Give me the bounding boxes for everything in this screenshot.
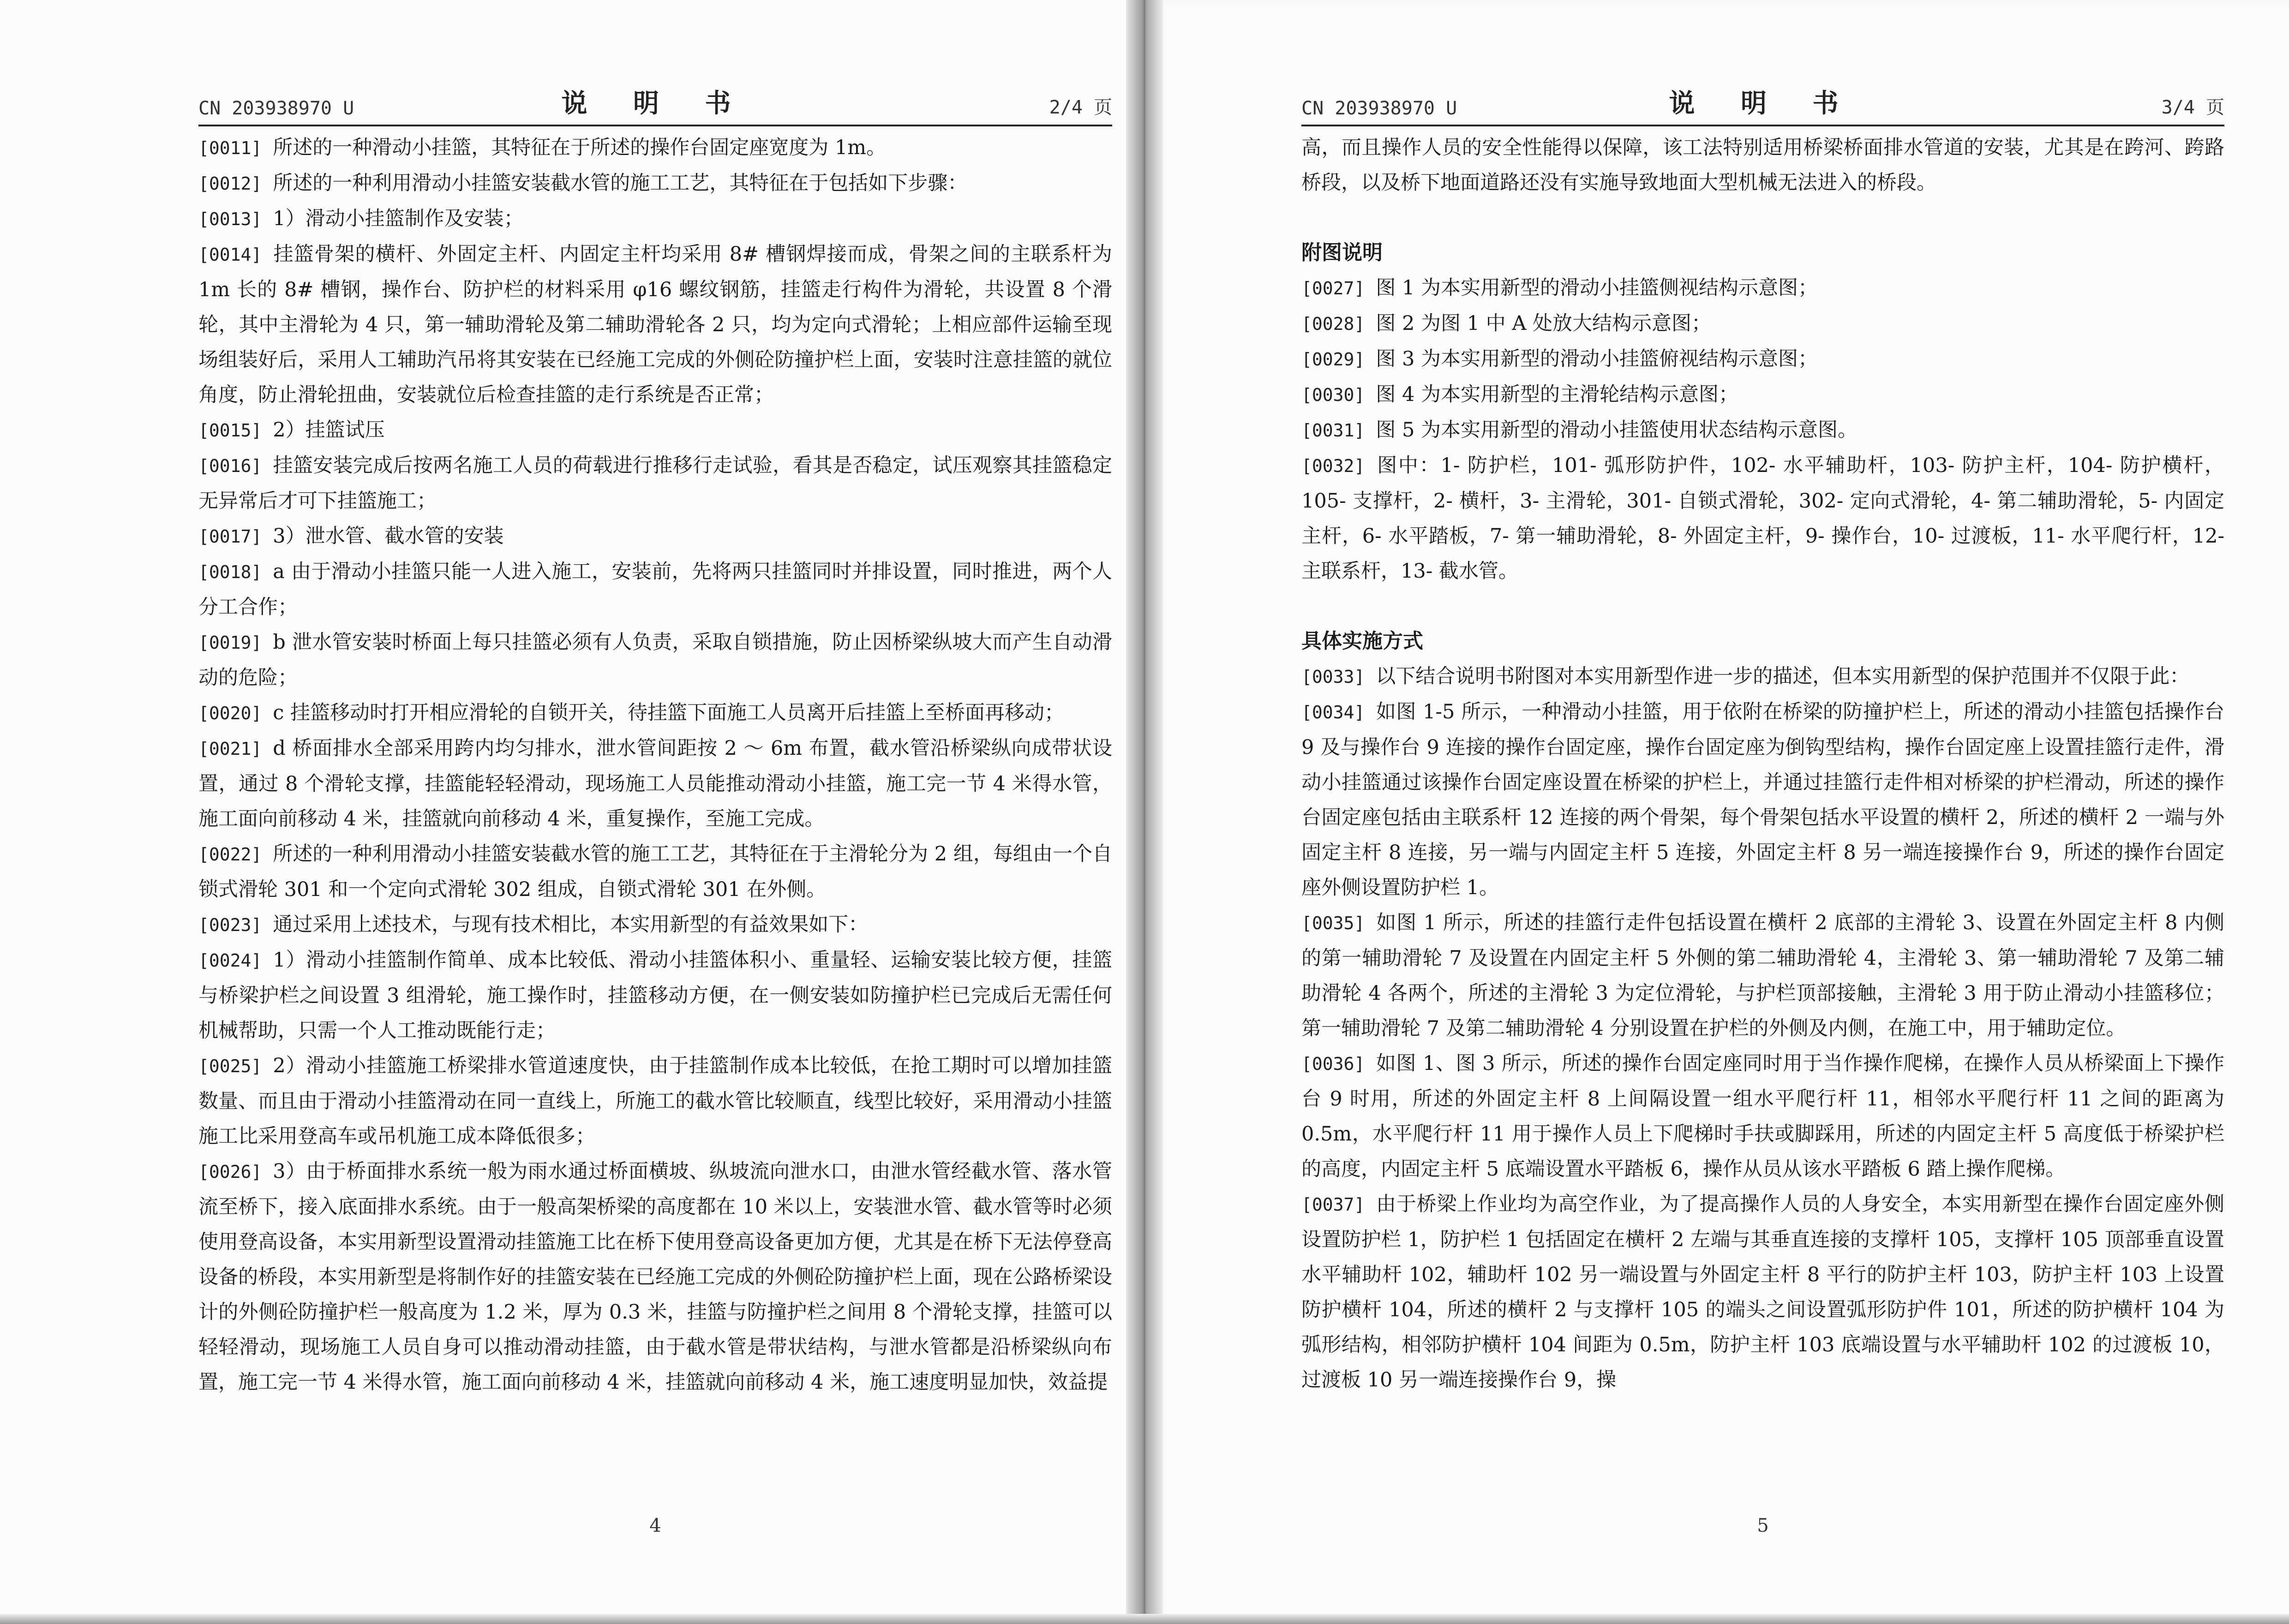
paragraph-number: [0015] <box>198 420 262 441</box>
paragraph-number: [0030] <box>1301 385 1365 405</box>
paragraph-text: b 泄水管安装时桥面上每只挂篮必须有人负责，采取自锁措施，防止因桥梁纵坡大而产生自动滑动的危险； <box>198 631 1112 689</box>
patent-number: CN 203938970 U <box>198 98 354 119</box>
document-title: 说 明 书 <box>561 89 749 119</box>
paragraph-text: d 桥面排水全部采用跨内均匀排水，泄水管间距按 2 ～ 6m 布置，截水管沿桥梁纵向成带状设置，通过 8 个滑轮支撑，挂篮能轻轻滑动，现场施工人员能推动滑动小挂篮，施工完一节 4 米得水管，施工面向前移动 4 米，挂篮就向前移动 4 米，重复操作，至施工完成。 <box>198 737 1112 830</box>
paragraph-text: 图 1 为本实用新型的滑动小挂篮侧视结构示意图； <box>1376 276 1818 299</box>
paragraph-text: 以下结合说明书附图对本实用新型作进一步的描述，但本实用新型的保护范围并不仅限于此： <box>1376 665 2190 688</box>
left-page-header <box>198 69 1112 126</box>
page-fraction: 2/4 页 <box>1049 97 1112 118</box>
paragraph-number: [0017] <box>198 526 262 547</box>
paragraph <box>198 943 1112 1048</box>
section-gap <box>1301 589 2224 624</box>
paragraph <box>1301 306 2224 341</box>
paragraph <box>198 448 1112 519</box>
paragraph-text: 1）滑动小挂篮制作简单、成本比较低、滑动小挂篮体积小、重量轻、运输安装比较方便，挂篮与桥梁护栏之间设置 3 组滑轮，施工操作时，挂篮移动方便，在一侧安装如防撞护栏已完成后无需任何机械帮助，只需一个人工推动既能行走； <box>198 949 1112 1042</box>
right-page-body <box>1301 130 2224 1397</box>
paragraph-text: 通过采用上述技术，与现有技术相比，本实用新型的有益效果如下： <box>273 913 869 936</box>
paragraph-number: [0022] <box>198 844 262 865</box>
paragraph-number: [0019] <box>198 633 262 653</box>
paragraph-text: 1）滑动小挂篮制作及安装； <box>273 207 524 230</box>
section-title-embodiment: 具体实施方式 <box>1301 629 1423 653</box>
paragraph-number: [0026] <box>198 1162 262 1182</box>
paragraph-text: 图 3 为本实用新型的滑动小挂篮俯视结构示意图； <box>1376 347 1818 370</box>
figure-description-list <box>1301 270 2224 589</box>
paragraph-text: 所述的一种利用滑动小挂篮安装截水管的施工工艺，其特征在于包括如下步骤： <box>273 172 968 195</box>
paragraph-number: [0032] <box>1301 456 1365 476</box>
paragraph-number: [0021] <box>198 739 262 759</box>
page-number: 4 <box>649 1515 661 1536</box>
paragraph <box>198 836 1112 907</box>
paragraph-number: [0023] <box>198 915 262 935</box>
paragraph <box>198 695 1112 731</box>
section-gap <box>1301 200 2224 235</box>
paragraph <box>198 166 1112 201</box>
document-title: 说 明 书 <box>1669 89 1857 119</box>
book-spine <box>1126 0 1163 1624</box>
continued-paragraph: 高，而且操作人员的安全性能得以保障，该工法特别适用桥梁桥面排水管道的安装，尤其是在跨河、跨路桥段，以及桥下地面道路还没有实施导致地面大型机械无法进入的桥段。 <box>1301 136 2224 194</box>
paragraph <box>198 625 1112 695</box>
paragraph-number: [0016] <box>198 456 262 476</box>
paragraph-number: [0013] <box>198 209 262 229</box>
paragraph-text: 由于桥梁上作业均为高空作业，为了提高操作人员的人身安全，本实用新型在操作台固定座外侧设置防护栏 1，防护栏 1 包括固定在横杆 2 左端与其垂直连接的支撑杆 105，支撑杆 105 顶部垂直设置水平辅助杆 102，辅助杆 102 另一端设置与外固定主杆 8 平行的防护主杆 103，防护主杆 103 上设置防护横杆 104，所述的横杆 2 与支撑杆 105 的端头之间设置弧形防护件 101，所述的防护横杆 104 为弧形结构，相邻防护横杆 104 间距为 0.5m，防护主杆 103 底端设置与水平辅助杆 102 的过渡板 10，过渡板 10 另一端连接操作台 9，操 <box>1301 1193 2225 1391</box>
paragraph-text: 所述的一种滑动小挂篮，其特征在于所述的操作台固定座宽度为 1m。 <box>273 136 887 159</box>
paragraph-number: [0014] <box>198 245 262 265</box>
paragraph-number: [0011] <box>198 138 262 158</box>
paragraph-number: [0027] <box>1301 278 1365 299</box>
paragraph-number: [0024] <box>198 950 262 971</box>
paragraph-text: 3）由于桥面排水系统一般为雨水通过桥面横坡、纵坡流向泄水口，由泄水管经截水管、落水管流至桥下，接入底面排水系统。由于一般高架桥梁的高度都在 10 米以上，安装泄水管、截水管等时必须使用登高设备，本实用新型设置滑动挂篮施工比在桥下使用登高设备更加方便，尤其是在桥下无法停登高设备的桥段，本实用新型是将制作好的挂篮安装在已经施工完成的外侧砼防撞护栏上面，现在公路桥梁设计的外侧砼防撞护栏一般高度为 1.2 米，厚为 0.3 米，挂篮与防撞护栏之间用 8 个滑轮支撑，挂篮可以轻轻滑动，现场施工人员自身可以推动滑动挂篮，由于截水管是带状结构，与泄水管都是沿桥梁纵向布置，施工完一节 4 米得水管，施工面向前移动 4 米，挂篮就向前移动 4 米，施工速度明显加快，效益提 <box>198 1160 1112 1394</box>
paragraph-text: 3）泄水管、截水管的安装 <box>273 525 504 548</box>
paragraph <box>1301 694 2224 905</box>
paragraph <box>198 237 1112 412</box>
paragraph-number: [0020] <box>198 703 262 723</box>
paragraph-number: [0028] <box>1301 314 1365 334</box>
paragraph-text: 如图 1-5 所示，一种滑动小挂篮，用于依附在桥梁的防撞护栏上，所述的滑动小挂篮包括操作台 9 及与操作台 9 连接的操作台固定座，操作台固定座为倒钩型结构，操作台固定座上设置挂篮行走件，滑动小挂篮通过该操作台固定座设置在桥梁的护栏上，并通过挂篮行走件相对桥梁的护栏滑动，所述的操作台固定座包括由主联系杆 12 连接的两个骨架，每个骨架包括水平设置的横杆 2，所述的横杆 2 一端与外固定主杆 8 连接，另一端与内固定主杆 5 连接，外固定主杆 8 另一端连接操作台 9，所述的操作台固定座外侧设置防护栏 1。 <box>1301 700 2224 899</box>
paragraph <box>198 519 1112 554</box>
paragraph-text: 图 4 为本实用新型的主滑轮结构示意图； <box>1376 383 1738 406</box>
paragraph <box>1301 1046 2224 1187</box>
paragraph <box>198 412 1112 448</box>
right-page-header <box>1301 69 2224 126</box>
paragraph-text: 如图 1 所示，所述的挂篮行走件包括设置在横杆 2 底部的主滑轮 3、设置在外固定主杆 8 内侧的第一辅助滑轮 7 及设置在内固定主杆 5 外侧的第二辅助滑轮 4，主滑轮 3、第一辅助滑轮 7 及第二辅助滑轮 4 各两个，所述的主滑轮 3 为定位滑轮，与护栏顶部接触，主滑轮 3 用于防止滑动小挂篮移位；第一辅助滑轮 7 及第二辅助滑轮 4 分别设置在护栏的外侧及内侧，在施工中，用于辅助定位。 <box>1301 911 2224 1040</box>
paragraph <box>198 554 1112 625</box>
paragraph <box>1301 412 2224 448</box>
paragraph <box>1301 377 2224 412</box>
paragraph-number: [0036] <box>1301 1054 1365 1074</box>
paragraph <box>1301 1187 2224 1397</box>
paragraph-text: c 挂篮移动时打开相应滑轮的自锁开关，待挂篮下面施工人员离开后挂篮上至桥面再移动； <box>273 701 1065 724</box>
paragraph-number: [0031] <box>1301 420 1365 441</box>
paragraph-number: [0035] <box>1301 913 1365 933</box>
paragraph-text: 如图 1、图 3 所示，所述的操作台固定座同时用于当作操作爬梯，在操作人员从桥梁面上下操作台 9 时用，所述的外固定主杆 8 上间隔设置一组水平爬行杆 11，相邻水平爬行杆 11 之间的距离为 0.5m，水平爬行杆 11 用于操作人员上下爬梯时手扶或脚踩用，所述的内固定主杆 5 高度低于桥梁护栏的高度，内固定主杆 5 底端设置水平踏板 6，操作从员从该水平踏板 6 踏上操作爬梯。 <box>1301 1052 2224 1181</box>
paragraph-number: [0034] <box>1301 702 1365 722</box>
paragraph-text: 图 2 为图 1 中 A 处放大结构示意图； <box>1376 312 1712 335</box>
paragraph-number: [0029] <box>1301 349 1365 370</box>
paragraph <box>1301 270 2224 306</box>
section-title-figures: 附图说明 <box>1301 241 1383 264</box>
paragraph <box>1301 448 2224 589</box>
paragraph-number: [0033] <box>1301 667 1365 687</box>
right-page <box>1144 0 2289 1624</box>
paragraph <box>1301 659 2224 694</box>
paragraph-text: 图 5 为本实用新型的滑动小挂篮使用状态结构示意图。 <box>1376 418 1858 442</box>
paragraph-text: 挂篮骨架的横杆、外固定主杆、内固定主杆均采用 8# 槽钢焊接而成，骨架之间的主联系杆为 1m 长的 8# 槽钢，操作台、防护栏的材料采用 φ16 螺纹钢筋，挂篮走行构件为滑轮，共设置 8 个滑轮，其中主滑轮为 4 只，第一辅助滑轮及第二辅助滑轮各 2 只，均为定向式滑轮；上相应部件运输至现场组装好后，采用人工辅助汽吊将其安装在已经施工完成的外侧砼防撞护栏上面，安装时注意挂篮的就位角度，防止滑轮扭曲，安装就位后检查挂篮的走行系统是否正常； <box>198 243 1112 406</box>
paragraph-text: 2）滑动小挂篮施工桥梁排水管道速度快，由于挂篮制作成本比较低，在抢工期时可以增加挂篮数量、而且由于滑动小挂篮滑动在同一直线上，所施工的截水管比较顺直，线型比较好，采用滑动小挂篮施工比采用登高车或吊机施工成本降低很多； <box>198 1054 1112 1148</box>
paragraph-text: 所述的一种利用滑动小挂篮安装截水管的施工工艺，其特征在于主滑轮分为 2 组，每组由一个自锁式滑轮 301 和一个定向式滑轮 302 组成，自锁式滑轮 301 在外侧。 <box>198 842 1112 901</box>
left-page <box>0 0 1144 1624</box>
paragraph <box>1301 905 2224 1046</box>
embodiment-list <box>1301 659 2224 1397</box>
paragraph <box>1301 341 2224 377</box>
page-fraction: 3/4 页 <box>2161 97 2224 118</box>
paragraph <box>198 1154 1112 1400</box>
paragraph-number: [0012] <box>198 173 262 194</box>
paragraph-text: 图中：1- 防护栏，101- 弧形防护件，102- 水平辅助杆，103- 防护主杆，104- 防护横杆，105- 支撑杆，2- 横杆，3- 主滑轮，301- 自锁式滑轮，302- 定向式滑轮，4- 第二辅助滑轮，5- 内固定主杆，6- 水平踏板，7- 第一辅助滑轮，8- 外固定主杆，9- 操作台，10- 过渡板，11- 水平爬行杆，12- 主联系杆，13- 截水管。 <box>1301 454 2224 583</box>
paragraph-number: [0037] <box>1301 1194 1365 1215</box>
paragraph <box>198 907 1112 943</box>
paragraph-text: 2）挂篮试压 <box>273 418 385 442</box>
paragraph-text: 挂篮安装完成后按两名施工人员的荷载进行推移行走试验，看其是否稳定，试压观察其挂篮稳定无异常后才可下挂篮施工； <box>198 454 1112 513</box>
paragraph <box>198 731 1112 836</box>
paragraph <box>198 1048 1112 1154</box>
patent-number: CN 203938970 U <box>1301 98 1457 119</box>
page-number: 5 <box>1757 1515 1769 1536</box>
scan-bottom-edge <box>0 1614 2289 1624</box>
left-page-body <box>198 130 1112 1400</box>
paragraph-text: a 由于滑动小挂篮只能一人进入施工，安装前，先将两只挂篮同时并排设置，同时推进，两个人分工合作； <box>198 560 1112 619</box>
paragraph-number: [0018] <box>198 562 262 582</box>
paragraph <box>198 201 1112 237</box>
paragraph <box>198 130 1112 166</box>
paragraph-number: [0025] <box>198 1056 262 1076</box>
